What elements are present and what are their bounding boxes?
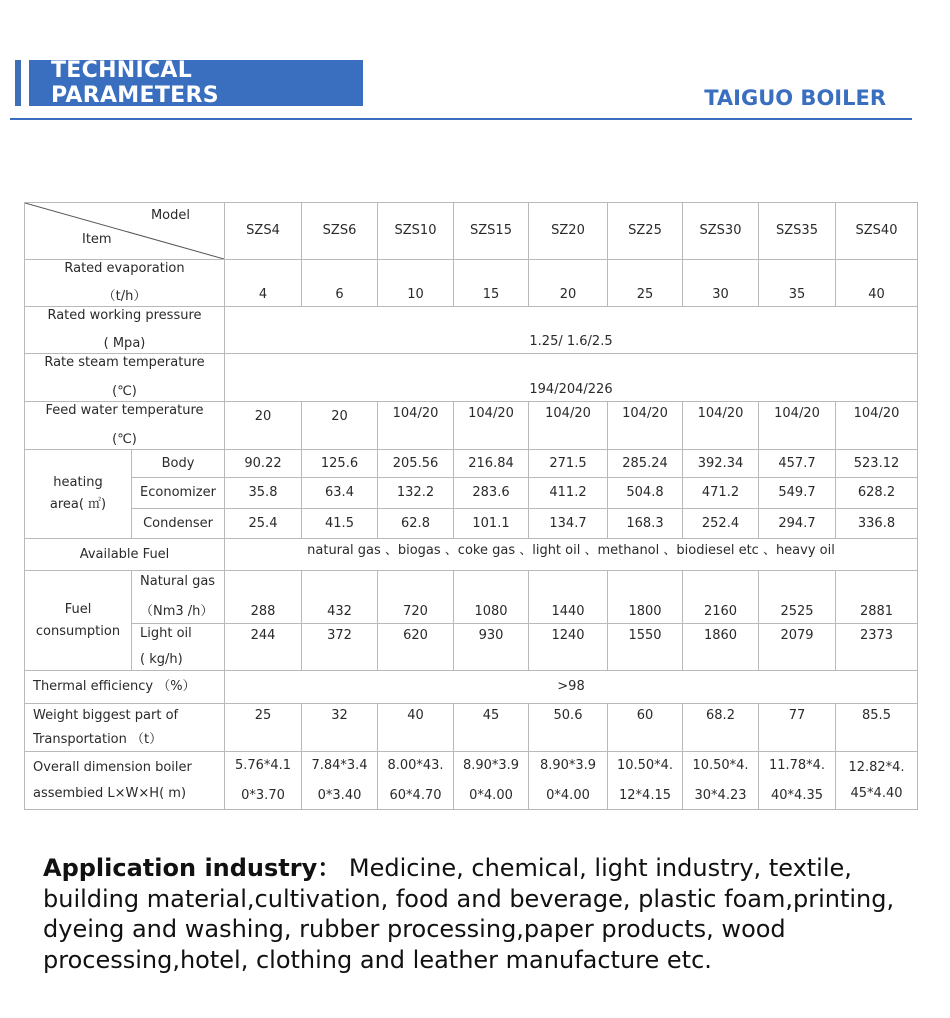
- economizer-label: Economizer: [132, 478, 225, 509]
- evaporation-value: 4: [225, 260, 302, 307]
- dimension-label: Overall dimension boiler assembied L×W×H( m): [25, 752, 225, 810]
- dimension-value: 8.90*3.9 0*4.00: [454, 752, 529, 810]
- fuel-gas-row: [25, 571, 918, 624]
- model-header: SZS6: [302, 203, 378, 260]
- light-oil-value: 2079: [759, 624, 836, 671]
- model-header: SZS15: [454, 203, 529, 260]
- steam-temperature-row: [25, 354, 918, 402]
- economizer-value: 35.8: [225, 478, 302, 509]
- available-fuel-label: Available Fuel: [25, 539, 225, 571]
- available-fuel-row: [25, 539, 918, 571]
- natural-gas-value: 1080: [454, 571, 529, 624]
- application-text: Medicine, chemical, light industry, textile, building material,cultivation, food and beverage, plastic foam,printing, dyeing and washing, rubber processing,paper products, wood processing,hotel, clothing and leather manufacture etc.: [43, 854, 895, 974]
- weight-row: [25, 704, 918, 752]
- header-divider: [10, 118, 912, 120]
- body-value: 205.56: [378, 450, 454, 478]
- fuel-oil-row: [25, 624, 918, 671]
- rated-evaporation-row: [25, 260, 918, 307]
- light-oil-value: 372: [302, 624, 378, 671]
- condenser-value: 62.8: [378, 509, 454, 539]
- condenser-value: 134.7: [529, 509, 608, 539]
- economizer-value: 132.2: [378, 478, 454, 509]
- weight-value: 60: [608, 704, 683, 752]
- rated-pressure-row: [25, 307, 918, 354]
- evaporation-value: 40: [836, 260, 918, 307]
- natural-gas-value: 1440: [529, 571, 608, 624]
- economizer-value: 628.2: [836, 478, 918, 509]
- application-label: Application industry：: [43, 854, 342, 882]
- weight-label: Weight biggest part of Transportation （t）: [25, 704, 225, 752]
- fuel-consumption-label: Fuel consumption: [25, 571, 132, 671]
- economizer-value: 549.7: [759, 478, 836, 509]
- evaporation-value: 30: [683, 260, 759, 307]
- natural-gas-value: 432: [302, 571, 378, 624]
- model-header: SZS30: [683, 203, 759, 260]
- body-value: 285.24: [608, 450, 683, 478]
- application-industry: [43, 853, 913, 975]
- dimension-value: 7.84*3.4 0*3.40: [302, 752, 378, 810]
- rated-pressure-value: 1.25/ 1.6/2.5: [225, 307, 918, 354]
- heating-economizer-row: [25, 478, 918, 509]
- natural-gas-value: 2525: [759, 571, 836, 624]
- body-value: 457.7: [759, 450, 836, 478]
- feed-water-value: 20: [302, 402, 378, 450]
- feed-water-value: 104/20: [378, 402, 454, 450]
- steam-temperature-value: 194/204/226: [225, 354, 918, 402]
- dimension-value: 5.76*4.1 0*3.70: [225, 752, 302, 810]
- diagonal-line: [25, 203, 224, 259]
- natural-gas-value: 1800: [608, 571, 683, 624]
- rated-evaporation-label: Rated evaporation （t/h）: [25, 260, 225, 307]
- thermal-efficiency-row: [25, 671, 918, 704]
- body-label: Body: [132, 450, 225, 478]
- model-header: SZS40: [836, 203, 918, 260]
- evaporation-value: 20: [529, 260, 608, 307]
- natural-gas-value: 720: [378, 571, 454, 624]
- steam-temperature-label: Rate steam temperature (℃): [25, 354, 225, 402]
- body-value: 125.6: [302, 450, 378, 478]
- economizer-value: 283.6: [454, 478, 529, 509]
- light-oil-label: Light oil ( kg/h): [132, 624, 225, 671]
- dimension-value: 8.00*43. 60*4.70: [378, 752, 454, 810]
- table-header-row: [25, 203, 918, 260]
- dimension-value: 10.50*4. 30*4.23: [683, 752, 759, 810]
- corner-item-label: Item: [82, 232, 112, 248]
- feed-water-value: 104/20: [454, 402, 529, 450]
- economizer-value: 504.8: [608, 478, 683, 509]
- model-header: SZS35: [759, 203, 836, 260]
- body-value: 271.5: [529, 450, 608, 478]
- thermal-efficiency-label: Thermal efficiency （%）: [25, 671, 225, 704]
- evaporation-value: 25: [608, 260, 683, 307]
- rated-pressure-label: Rated working pressure ( Mpa): [25, 307, 225, 354]
- light-oil-value: 620: [378, 624, 454, 671]
- body-value: 523.12: [836, 450, 918, 478]
- light-oil-value: 1240: [529, 624, 608, 671]
- condenser-value: 252.4: [683, 509, 759, 539]
- feed-water-value: 20: [225, 402, 302, 450]
- body-value: 216.84: [454, 450, 529, 478]
- light-oil-value: 244: [225, 624, 302, 671]
- technical-parameters-table: [24, 202, 918, 810]
- weight-value: 50.6: [529, 704, 608, 752]
- economizer-value: 63.4: [302, 478, 378, 509]
- dimension-value: 12.82*4. 45*4.40: [836, 752, 918, 810]
- thermal-efficiency-value: >98: [225, 671, 918, 704]
- natural-gas-label: Natural gas （Nm3 /h）: [132, 571, 225, 624]
- model-header: SZS4: [225, 203, 302, 260]
- weight-value: 45: [454, 704, 529, 752]
- light-oil-value: 1860: [683, 624, 759, 671]
- light-oil-value: 2373: [836, 624, 918, 671]
- weight-value: 85.5: [836, 704, 918, 752]
- body-value: 392.34: [683, 450, 759, 478]
- light-oil-value: 930: [454, 624, 529, 671]
- model-header: SZ20: [529, 203, 608, 260]
- natural-gas-value: 288: [225, 571, 302, 624]
- feed-water-value: 104/20: [759, 402, 836, 450]
- corner-model-label: Model: [150, 208, 190, 223]
- evaporation-value: 15: [454, 260, 529, 307]
- weight-value: 32: [302, 704, 378, 752]
- dimension-value: 11.78*4. 40*4.35: [759, 752, 836, 810]
- weight-value: 40: [378, 704, 454, 752]
- economizer-value: 411.2: [529, 478, 608, 509]
- natural-gas-value: 2881: [836, 571, 918, 624]
- heating-area-label: heating area( ㎡): [25, 450, 132, 539]
- condenser-value: 336.8: [836, 509, 918, 539]
- feed-water-value: 104/20: [683, 402, 759, 450]
- feed-water-row: [25, 402, 918, 450]
- evaporation-value: 10: [378, 260, 454, 307]
- body-value: 90.22: [225, 450, 302, 478]
- feed-water-value: 104/20: [836, 402, 918, 450]
- weight-value: 68.2: [683, 704, 759, 752]
- condenser-value: 25.4: [225, 509, 302, 539]
- evaporation-value: 35: [759, 260, 836, 307]
- section-title-text: TECHNICAL PARAMETERS: [51, 58, 219, 108]
- brand-name: TAIGUO BOILER: [704, 86, 886, 110]
- natural-gas-value: 2160: [683, 571, 759, 624]
- dimension-row: [25, 752, 918, 810]
- dimension-value: 8.90*3.9 0*4.00: [529, 752, 608, 810]
- condenser-value: 168.3: [608, 509, 683, 539]
- weight-value: 25: [225, 704, 302, 752]
- feed-water-value: 104/20: [608, 402, 683, 450]
- condenser-value: 294.7: [759, 509, 836, 539]
- heating-body-row: [25, 450, 918, 478]
- condenser-value: 101.1: [454, 509, 529, 539]
- economizer-value: 471.2: [683, 478, 759, 509]
- feed-water-label: Feed water temperature (℃): [25, 402, 225, 450]
- model-header: SZ25: [608, 203, 683, 260]
- condenser-label: Condenser: [132, 509, 225, 539]
- weight-value: 77: [759, 704, 836, 752]
- heating-condenser-row: [25, 509, 918, 539]
- model-header: SZS10: [378, 203, 454, 260]
- feed-water-value: 104/20: [529, 402, 608, 450]
- corner-cell: [25, 203, 225, 260]
- dimension-value: 10.50*4. 12*4.15: [608, 752, 683, 810]
- section-title: [29, 60, 363, 106]
- condenser-value: 41.5: [302, 509, 378, 539]
- light-oil-value: 1550: [608, 624, 683, 671]
- evaporation-value: 6: [302, 260, 378, 307]
- accent-bar: [15, 60, 21, 106]
- available-fuel-value: natural gas 、biogas 、coke gas 、light oil 、methanol 、biodiesel etc 、heavy oil: [225, 539, 918, 571]
